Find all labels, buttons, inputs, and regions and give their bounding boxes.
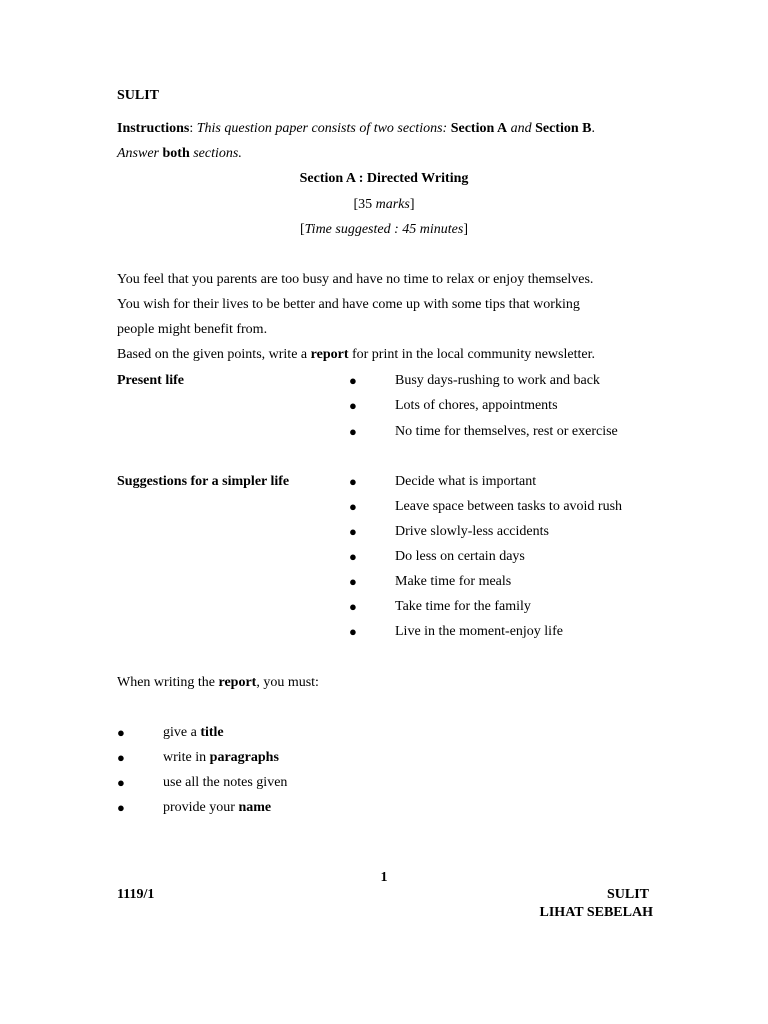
requirement-item: write in paragraphs xyxy=(163,750,279,765)
requirement-item: provide your name xyxy=(163,800,272,815)
present-life-item: Busy days-rushing to work and back xyxy=(395,373,600,388)
instructions-text: This question paper consists of two sections: xyxy=(196,121,448,136)
classification-footer: SULIT xyxy=(606,887,649,902)
prompt-line: You feel that you parents are too busy and have no time to relax or enjoy themselves. xyxy=(117,272,594,287)
requirement-item: give a title xyxy=(163,725,224,740)
prompt-line: people might benefit from. xyxy=(117,322,268,337)
bullet-icon: ● xyxy=(117,800,125,815)
suggestion-item: Do less on certain days xyxy=(395,549,525,564)
turn-over-note: LIHAT SEBELAH xyxy=(539,905,653,920)
suggestion-item: Decide what is important xyxy=(395,474,537,489)
page-number: 1 xyxy=(380,870,388,885)
bullet-icon: ● xyxy=(349,499,357,514)
present-life-item: No time for themselves, rest or exercise xyxy=(395,424,618,439)
prompt-line: Based on the given points, write a report for print in the local community newsletter. xyxy=(117,347,595,362)
present-life-item: Lots of chores, appointments xyxy=(395,398,558,413)
classification-header: SULIT xyxy=(117,88,160,103)
paper-code: 1119/1 xyxy=(117,887,155,902)
bullet-icon: ● xyxy=(349,398,357,413)
suggestion-item: Leave space between tasks to avoid rush xyxy=(395,499,623,514)
section-marks: [35 marks] xyxy=(353,197,415,212)
bullet-icon: ● xyxy=(349,574,357,589)
prompt-line: You wish for their lives to be better and have come up with some tips that working xyxy=(117,297,580,312)
suggestion-item: Make time for meals xyxy=(395,574,512,589)
requirements-intro: When writing the report, you must: xyxy=(117,675,319,690)
requirement-item: use all the notes given xyxy=(163,775,288,790)
section-time: [Time suggested : 45 minutes] xyxy=(300,222,468,237)
bullet-icon: ● xyxy=(349,373,357,388)
instructions-line-2: Answer both sections. xyxy=(117,146,242,161)
bullet-icon: ● xyxy=(349,624,357,639)
suggestion-item: Take time for the family xyxy=(395,599,531,614)
suggestions-label: Suggestions for a simpler life xyxy=(117,474,290,489)
bullet-icon: ● xyxy=(117,775,125,790)
bullet-icon: ● xyxy=(349,549,357,564)
instructions-label: Instructions xyxy=(117,121,190,136)
bullet-icon: ● xyxy=(349,599,357,614)
suggestion-item: Drive slowly-less accidents xyxy=(395,524,549,539)
bullet-icon: ● xyxy=(117,750,125,765)
present-life-label: Present life xyxy=(117,373,184,388)
bullet-icon: ● xyxy=(349,474,357,489)
instructions-line-1: Instructions: This question paper consists of two sections: Section A and Section B. xyxy=(117,121,595,136)
section-a-ref: Section A xyxy=(450,121,508,136)
bullet-icon: ● xyxy=(349,424,357,439)
bullet-icon: ● xyxy=(117,725,125,740)
suggestion-item: Live in the moment-enjoy life xyxy=(395,624,563,639)
bullet-icon: ● xyxy=(349,524,357,539)
section-title: Section A : Directed Writing xyxy=(299,171,469,186)
section-b-ref: Section B xyxy=(535,121,592,136)
